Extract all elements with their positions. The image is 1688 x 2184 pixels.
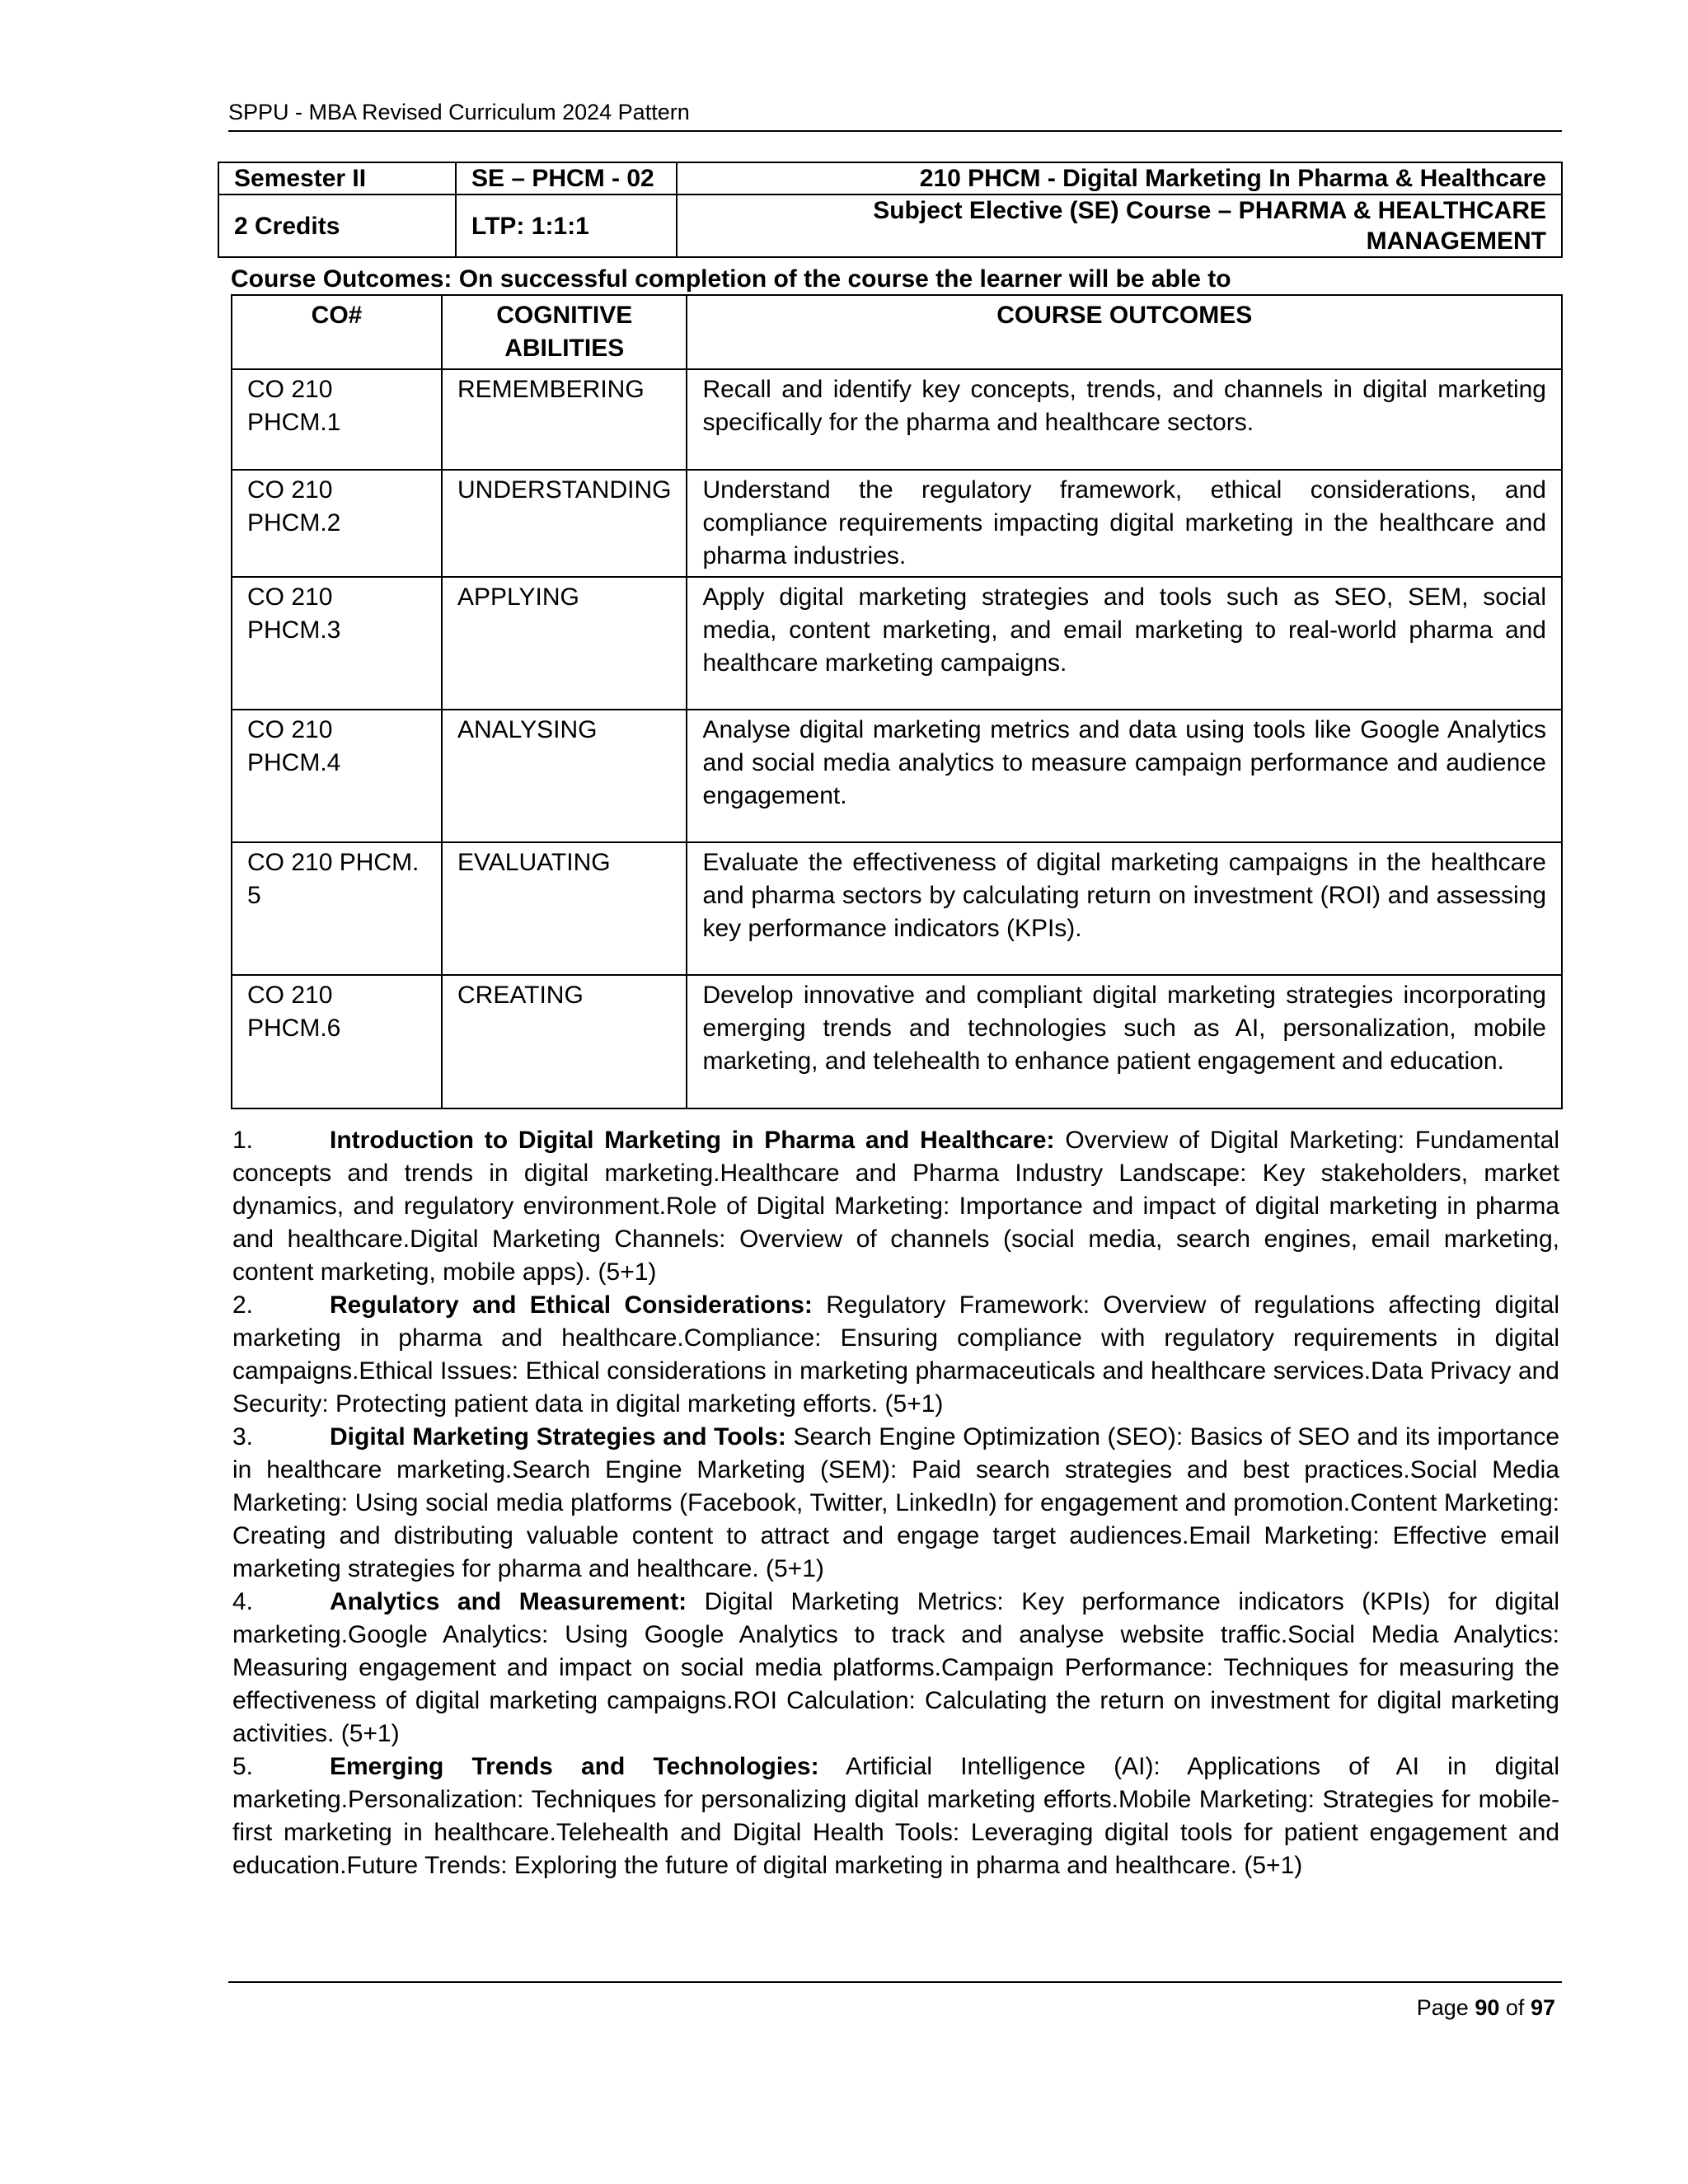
running-title: SPPU - MBA Revised Curriculum 2024 Pattern bbox=[228, 100, 690, 124]
syllabus-units bbox=[232, 1124, 1559, 1882]
page-number bbox=[1417, 1993, 1555, 2022]
course-outcome: Develop innovative and compliant digital marketing strategies incorporating emerging trends and technologies such as AI, personalization, mobile marketing, and telehealth to enhance patient engagement and education. bbox=[687, 975, 1562, 1108]
unit-body: Overview of Digital Marketing: Fundamental concepts and trends in digital marketing.Healthcare and Pharma Industry Landscape: Key stakeholders, market dynamics, and regulatory environment.Role of Digital Marketing: Importance and impact of digital marketing in pharma and healthcare.Digital Marketing Channels: Overview of channels (social media, search engines, email marketing, content marketing, mobile apps). (5+1) bbox=[232, 1127, 1560, 1286]
unit-body: Digital Marketing Metrics: Key performance indicators (KPIs) for digital marketing.Google Analytics: Using Google Analytics to track and analyse website traffic.Social Media Analytics: Measuring engagement and impact on social media platforms.Campaign Performance: Techniques for measuring the effectiveness of digital marketing campaigns.ROI Calculation: Calculating the return on investment for digital marketing activities. (5+1) bbox=[232, 1588, 1560, 1747]
cognitive-ability: EVALUATING bbox=[442, 842, 687, 975]
course-outcomes-table bbox=[231, 294, 1563, 1109]
course-outcome: Analyse digital marketing metrics and data using tools like Google Analytics and social media analytics to measure campaign performance and audience engagement. bbox=[687, 710, 1562, 842]
cognitive-ability: CREATING bbox=[442, 975, 687, 1108]
cognitive-ability: APPLYING bbox=[442, 577, 687, 710]
course-outcome: Understand the regulatory framework, ethical considerations, and compliance requirements impacting digital marketing in the healthcare and pharma industries. bbox=[687, 470, 1562, 577]
unit-number: 1. bbox=[232, 1127, 254, 1154]
course-meta-row-2 bbox=[218, 194, 1562, 257]
table-row bbox=[232, 470, 1562, 577]
header-course-outcomes: COURSE OUTCOMES bbox=[687, 295, 1562, 369]
table-row bbox=[232, 369, 1562, 470]
semester-cell: Semester II bbox=[218, 162, 456, 194]
course-outcome: Apply digital marketing strategies and tools such as SEO, SEM, social media, content marketing, and email marketing to real-world pharma and healthcare marketing campaigns. bbox=[687, 577, 1562, 710]
unit-number: 4. bbox=[232, 1588, 254, 1615]
unit-body: Regulatory Framework: Overview of regulations affecting digital marketing in pharma and healthcare.Compliance: Ensuring compliance with regulatory requirements in digital campaigns.Ethical Issues: Ethical considerations in marketing pharmaceuticals and healthcare services.Data Privacy and Security: Protecting patient data in digital marketing efforts. (5+1) bbox=[232, 1291, 1559, 1418]
cognitive-ability: REMEMBERING bbox=[442, 369, 687, 470]
cognitive-ability: UNDERSTANDING bbox=[442, 470, 687, 577]
unit-body: Search Engine Optimization (SEO): Basics of SEO and its importance in healthcare marketing.Search Engine Marketing (SEM): Paid search strategies and best practices.Social Media Marketing: Using social media platforms (Facebook, Twitter, LinkedIn) for engagement and promotion.Content Marketing: Creating and distributing valuable content to attract and engage target audiences.Email Marketing: Effective email marketing strategies for pharma and healthcare. (5+1) bbox=[232, 1423, 1559, 1582]
unit-number: 3. bbox=[232, 1423, 254, 1451]
table-row bbox=[232, 577, 1562, 710]
credits-cell: 2 Credits bbox=[218, 194, 456, 257]
course-outcomes-intro: Course Outcomes: On successful completion of the course the learner will be able to bbox=[231, 265, 1231, 293]
unit-title: Emerging Trends and Technologies: bbox=[330, 1753, 819, 1780]
unit-number: 2. bbox=[232, 1291, 254, 1319]
page-footer bbox=[228, 1981, 1562, 2020]
unit-number: 5. bbox=[232, 1753, 254, 1780]
header-cognitive-abilities: COGNITIVE ABILITIES bbox=[442, 295, 687, 369]
list-item bbox=[232, 1421, 1559, 1586]
ltp-cell: LTP: 1:1:1 bbox=[456, 194, 677, 257]
list-item bbox=[232, 1124, 1559, 1289]
course-type-cell: Subject Elective (SE) Course – PHARMA & HEALTHCARE MANAGEMENT bbox=[677, 194, 1562, 257]
list-item bbox=[232, 1586, 1559, 1750]
course-outcome: Evaluate the effectiveness of digital marketing campaigns in the healthcare and pharma sectors by calculating return on investment (ROI) and assessing key performance indicators (KPIs). bbox=[687, 842, 1562, 975]
unit-title: Digital Marketing Strategies and Tools: bbox=[330, 1423, 786, 1451]
co-number: CO 210 PHCM.2 bbox=[232, 470, 442, 577]
unit-title: Introduction to Digital Marketing in Pharma and Healthcare: bbox=[330, 1127, 1055, 1154]
page-of: of bbox=[1505, 1995, 1525, 2020]
cognitive-ability: ANALYSING bbox=[442, 710, 687, 842]
course-meta-table bbox=[218, 162, 1563, 258]
co-number: CO 210 PHCM. 5 bbox=[232, 842, 442, 975]
course-title-cell: 210 PHCM - Digital Marketing In Pharma & Healthcare bbox=[677, 162, 1562, 194]
co-number: CO 210 PHCM.3 bbox=[232, 577, 442, 710]
table-row bbox=[232, 842, 1562, 975]
page-total: 97 bbox=[1530, 1995, 1555, 2020]
list-item bbox=[232, 1750, 1559, 1882]
table-header-row bbox=[232, 295, 1562, 369]
course-meta-row-1 bbox=[218, 162, 1562, 194]
co-number: CO 210 PHCM.6 bbox=[232, 975, 442, 1108]
co-number: CO 210 PHCM.4 bbox=[232, 710, 442, 842]
page-current: 90 bbox=[1475, 1995, 1500, 2020]
table-row bbox=[232, 710, 1562, 842]
running-header bbox=[228, 97, 1562, 132]
header-co-number: CO# bbox=[232, 295, 442, 369]
unit-title: Regulatory and Ethical Considerations: bbox=[330, 1291, 813, 1319]
page-label: Page bbox=[1416, 1995, 1469, 2020]
co-number: CO 210 PHCM.1 bbox=[232, 369, 442, 470]
unit-body: Artificial Intelligence (AI): Applications of AI in digital marketing.Personalization: Techniques for personalizing digital marketing efforts.Mobile Marketing: Strategies for mobile-first marketing in healthcare.Telehealth and Digital Health Tools: Leveraging digital tools for patient engagement and education.Future Trends: Exploring the future of digital marketing in pharma and healthcare. (5+1) bbox=[232, 1753, 1559, 1879]
table-row bbox=[232, 975, 1562, 1108]
list-item bbox=[232, 1289, 1559, 1421]
unit-title: Analytics and Measurement: bbox=[330, 1588, 687, 1615]
course-outcome: Recall and identify key concepts, trends, and channels in digital marketing specifically for the pharma and healthcare sectors. bbox=[687, 369, 1562, 470]
course-code-cell: SE – PHCM - 02 bbox=[456, 162, 677, 194]
